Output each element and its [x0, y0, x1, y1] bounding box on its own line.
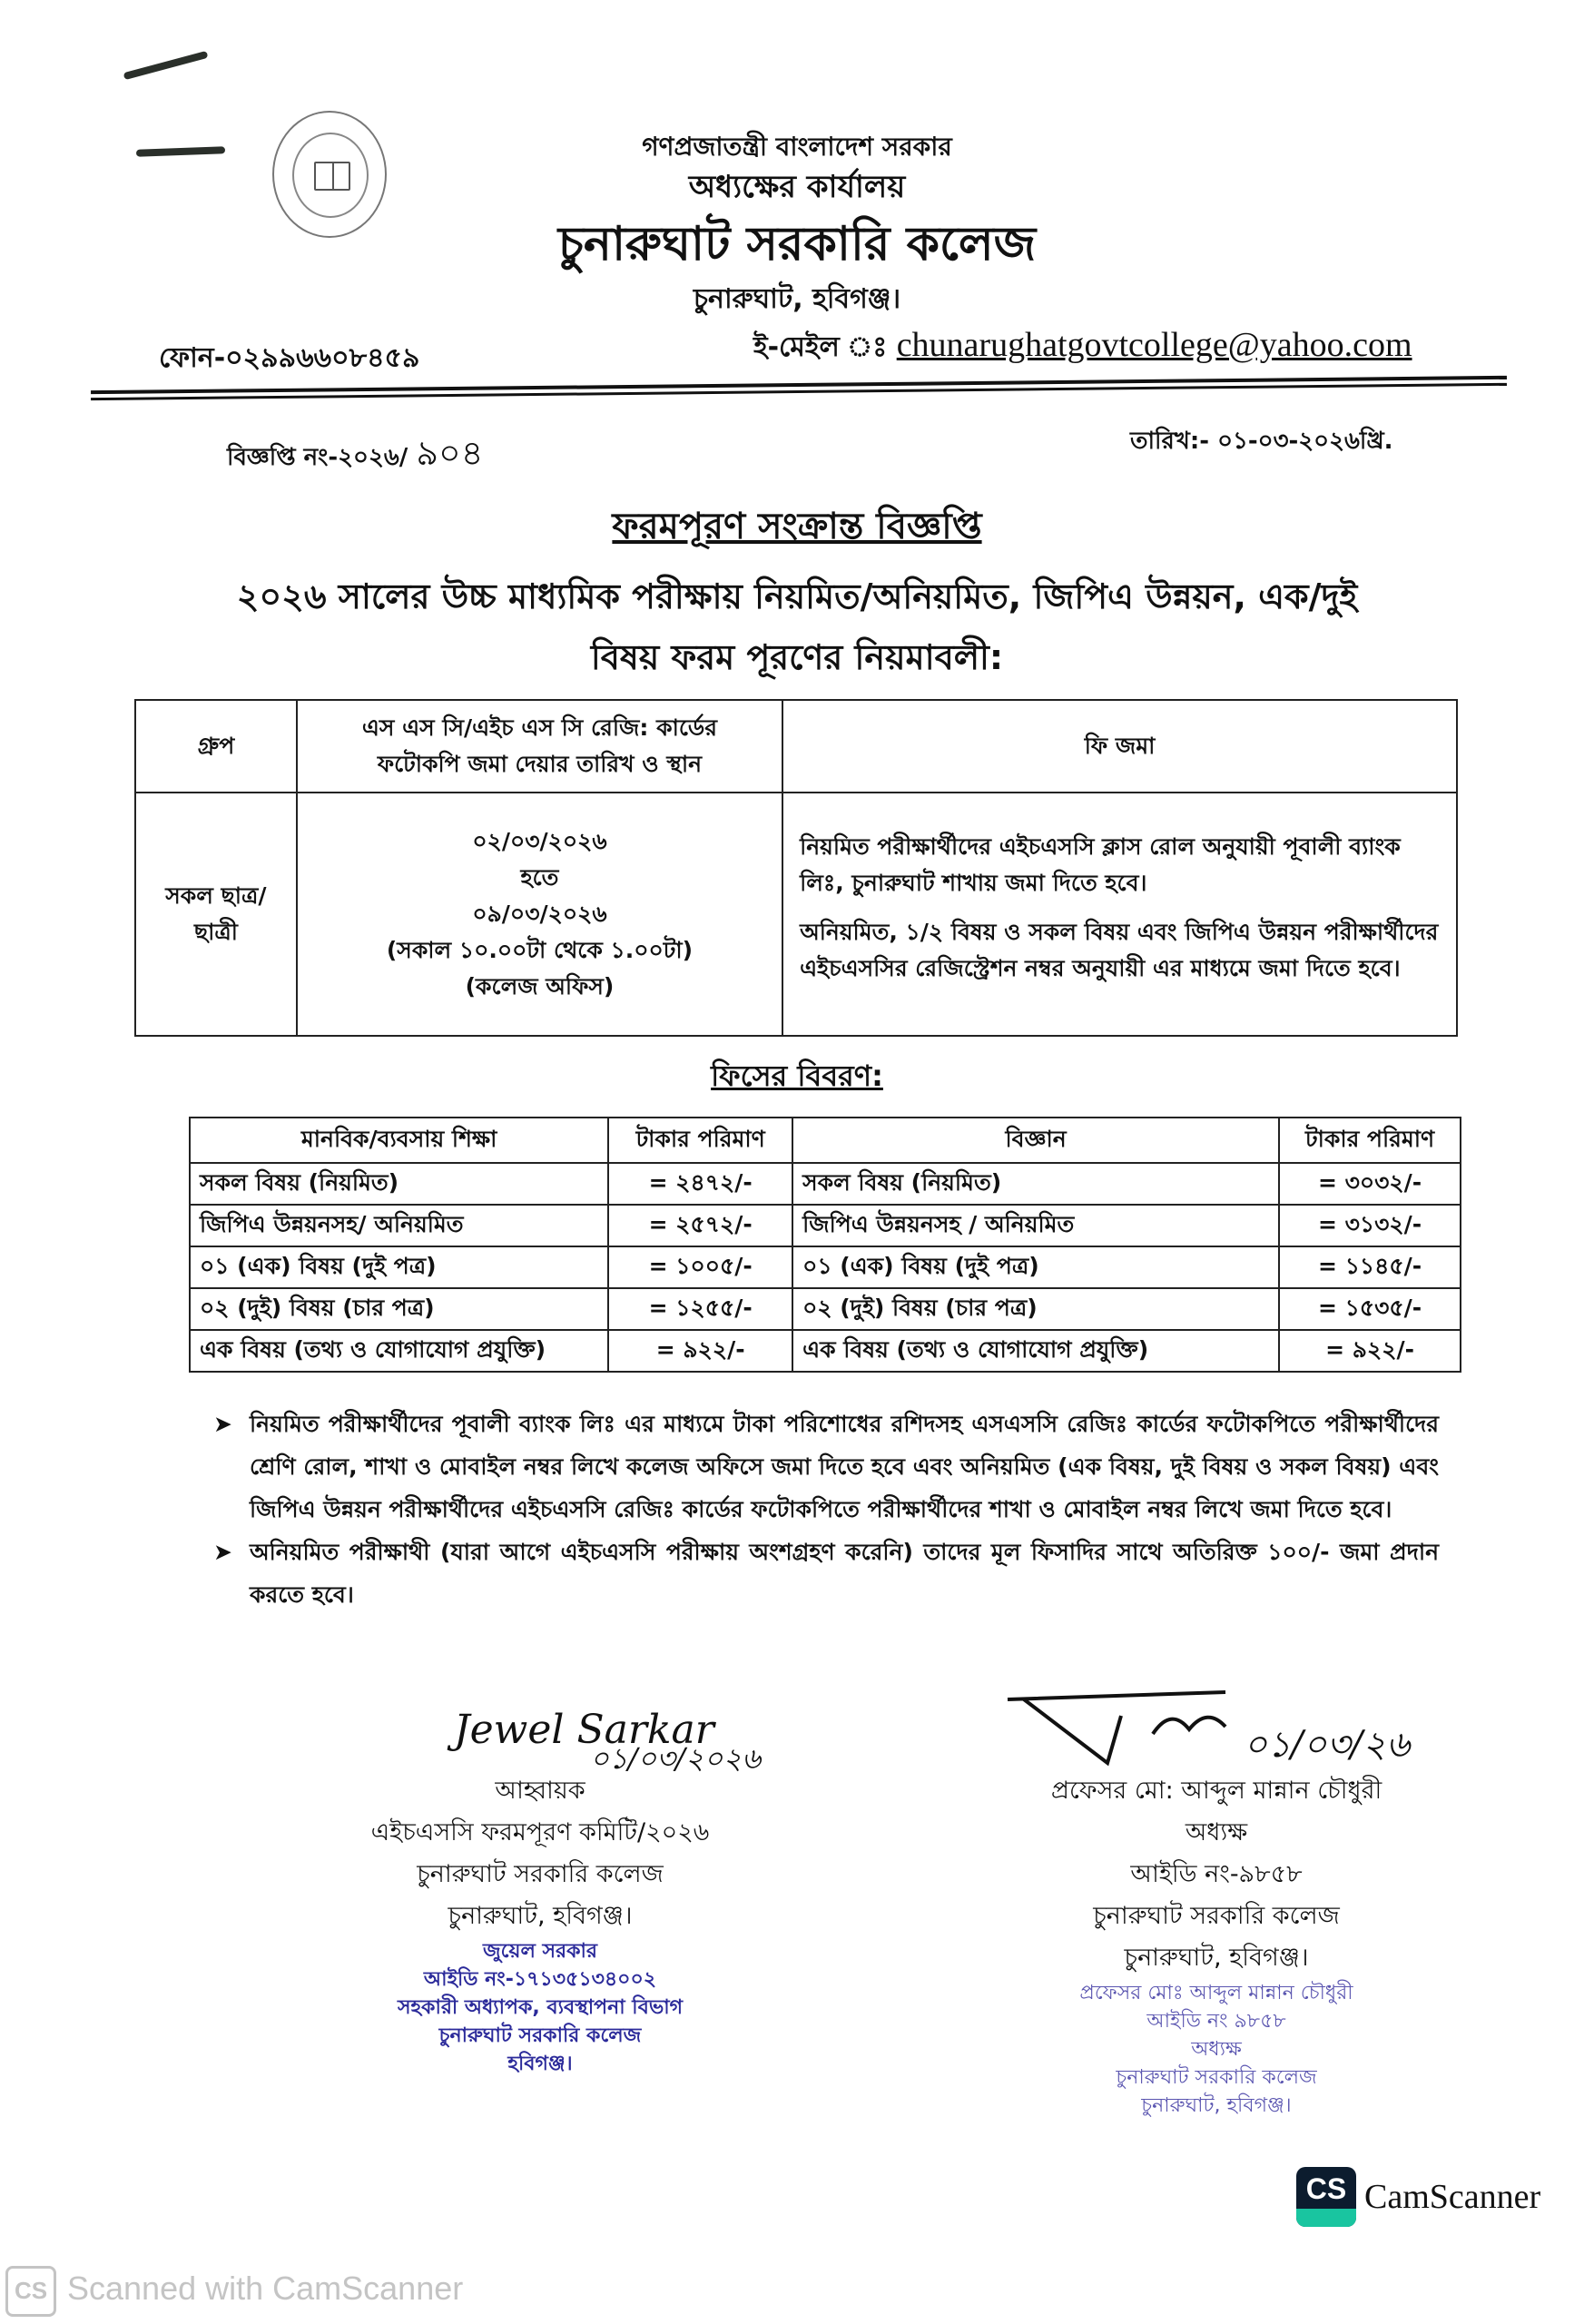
- arrow-bullet-icon: ➤: [213, 1539, 232, 1565]
- stamp-college: চুনারুঘাট সরকারি কলেজ: [438, 2024, 642, 2047]
- notice-title: [0, 497, 1594, 558]
- committee: এইচএসসি ফরমপূরণ কমিটি/২০২৬: [370, 1818, 710, 1846]
- principal-name: প্রফেসর মো: আব্দুল মান্নান চৌধুরী: [1050, 1777, 1382, 1805]
- college-name: চুনারুঘাট সরকারি কলেজ: [557, 217, 1037, 271]
- scanned-with-watermark: Scanned with CamScanner: [67, 2270, 464, 2307]
- notice-number-label: বিজ্ঞপ্তি নং-২০২৬/: [227, 444, 417, 471]
- notice-subtitle: ২০২৬ সালের উচ্চ মাধ্যমিক পরীক্ষায় নিয়মিত/অনিয়মিত, জিপিএ উন্নয়ন, এক/দুই: [236, 576, 1358, 616]
- stamp-name: প্রফেসর মোঃ আব্দুল মান্নান চৌধুরী: [1079, 1982, 1353, 2004]
- table-row: [135, 793, 1457, 1036]
- fee-details-title: [0, 1053, 1594, 1102]
- science-amount: = ১৫৩৫/-: [1279, 1288, 1461, 1330]
- humanities-amount: = ৯২২/-: [608, 1330, 792, 1372]
- science-amount: = ৩১৩২/-: [1279, 1205, 1461, 1246]
- list-item: [213, 1531, 1439, 1616]
- humanities-item: সকল বিষয় (নিয়মিত): [190, 1163, 608, 1205]
- date-to-label: হতে: [520, 864, 559, 891]
- instruction-text: অনিয়মিত পরীক্ষাথী (যারা আগে এইচএসসি পরীক্ষায় অংশগ্রহণ করেনি) তাদের মূল ফিসাদির সাথে অতিরিক্ত ১০০/- জমা প্রদান করতে হবে।: [250, 1539, 1439, 1608]
- humanities-item: ০১ (এক) বিষয় (দুই পত্র): [190, 1246, 608, 1288]
- table-row: [190, 1163, 1461, 1205]
- signature-date: ০১/০৩/২০২৬: [590, 1741, 761, 1776]
- official-stamp: [300, 1937, 781, 2078]
- science-item: জিপিএ উন্নয়নসহ / অনিয়মিত: [792, 1205, 1279, 1246]
- fee-details-title-text: ফিসের বিবরণ:: [711, 1059, 883, 1093]
- fee-note: অনিয়মিত, ১/২ বিষয় ও সকল বিষয় এবং জিপিএ উন্নয়ন পরীক্ষার্থীদের এইচএসসির রেজিস্ট্রেশন নম্বর অনুযায়ী এর মাধ্যমে জমা দিতে হবে।: [800, 919, 1439, 981]
- science-amount: = ৯২২/-: [1279, 1330, 1461, 1372]
- stamp-district: হবিগঞ্জ।: [507, 2053, 573, 2075]
- science-item: সকল বিষয় (নিয়মিত): [792, 1163, 1279, 1205]
- humanities-amount: = ১০০৫/-: [608, 1246, 792, 1288]
- signature: [962, 1670, 1471, 1770]
- logo-teal-band: [1296, 2209, 1356, 2227]
- science-amount: = ১১৪৫/-: [1279, 1246, 1461, 1288]
- signature: [300, 1698, 781, 1776]
- camscanner-brand: CamScanner: [1364, 2178, 1541, 2216]
- logo-text: CS: [1305, 2172, 1347, 2205]
- camscanner-small-logo-icon: CS: [5, 2266, 56, 2317]
- stamp-id: আইডি নং-১৭১৩৫১৩৪০০২: [423, 1968, 657, 1991]
- humanities-amount: = ২৪৭২/-: [608, 1163, 792, 1205]
- location: চুনারুঘাট, হবিগঞ্জ।: [1124, 1944, 1309, 1972]
- header-science: বিজ্ঞান: [792, 1118, 1279, 1163]
- header-submission: এস এস সি/এইচ এস সি রেজি: কার্ডের ফটোকপি জমা দেয়ার তারিখ ও স্থান: [297, 700, 782, 793]
- science-item: ০২ (দুই) বিষয় (চার পত্র): [792, 1288, 1279, 1330]
- table-row: [190, 1246, 1461, 1288]
- camscanner-logo-icon: [1296, 2167, 1356, 2227]
- arrow-bullet-icon: ➤: [213, 1411, 232, 1437]
- college: চুনারুঘাট সরকারি কলেজ: [1093, 1902, 1340, 1930]
- notice-title-text: ফরমপূরণ সংক্রান্ত বিজ্ঞপ্তি: [612, 506, 982, 547]
- science-amount: = ৩০৩২/-: [1279, 1163, 1461, 1205]
- time-range: (সকাল ১০.০০টা থেকে ১.০০টা): [386, 937, 694, 963]
- email-link[interactable]: chunarughatgovtcollege@yahoo.com: [896, 326, 1412, 364]
- notice-date: তারিখ:- ০১-০৩-২০২৬খ্রি.: [1130, 428, 1393, 455]
- signature-date: ০১/০৩/২৬: [1244, 1724, 1410, 1766]
- notice-subtitle: বিষয় ফরম পূরণের নিয়মাবলী:: [590, 637, 1004, 677]
- signature-scrawl: [999, 1679, 1235, 1770]
- science-item: ০১ (এক) বিষয় (দুই পত্র): [792, 1246, 1279, 1288]
- college-location: চুনারুঘাট, হবিগঞ্জ।: [693, 283, 901, 315]
- principal-id: আইডি নং-৯৮৫৮: [1130, 1860, 1303, 1888]
- fee-note: নিয়মিত পরীক্ষার্থীদের এইচএসসি ক্লাস রোল অনুযায়ী পূবালী ব্যাংক লিঃ, চুনারুঘাট শাখায় জমা দিতে হবে।: [800, 833, 1401, 896]
- date-from: ০২/০৩/২০২৬: [472, 828, 607, 854]
- science-item: এক বিষয় (তথ্য ও যোগাযোগ প্রযুক্তি): [792, 1330, 1279, 1372]
- table-row: [190, 1330, 1461, 1372]
- designation: আহ্বায়ক: [495, 1777, 585, 1805]
- email-label: ই-মেইল ঃ: [753, 331, 897, 363]
- header-group: গ্রুপ: [135, 700, 297, 793]
- stamp-name: জুয়েল সরকার: [482, 1940, 598, 1963]
- email-block: [753, 325, 1412, 371]
- signatory-convener: [300, 1698, 781, 2078]
- humanities-item: এক বিষয় (তথ্য ও যোগাযোগ প্রযুক্তি): [190, 1330, 608, 1372]
- group-cell: সকল ছাত্র/ছাত্রী: [135, 793, 297, 1036]
- official-stamp: [962, 1979, 1471, 2120]
- stamp-location: চুনারুঘাট, হবিগঞ্জ।: [1141, 2094, 1292, 2117]
- stamp-id: আইডি নং ৯৮৫৮: [1146, 2010, 1286, 2033]
- date-cell: [297, 793, 782, 1036]
- header-amount: টাকার পরিমাণ: [608, 1118, 792, 1163]
- college: চুনারুঘাট সরকারি কলেজ: [417, 1860, 664, 1888]
- header-fee: ফি জমা: [782, 700, 1457, 793]
- list-item: [213, 1403, 1439, 1531]
- staple-mark: [123, 51, 209, 80]
- signatory-principal: [962, 1670, 1471, 2120]
- location: চুনারুঘাট, হবিগঞ্জ।: [448, 1902, 633, 1930]
- header-amount: টাকার পরিমাণ: [1279, 1118, 1461, 1163]
- notice-number-handwritten: ৯০৪: [416, 433, 484, 473]
- table-row: [190, 1288, 1461, 1330]
- fee-details-table: [189, 1117, 1461, 1373]
- schedule-table: [134, 699, 1458, 1037]
- stamp-title: সহকারী অধ্যাপক, ব্যবস্থাপনা বিভাগ: [397, 1996, 684, 2019]
- table-header-row: [135, 700, 1457, 793]
- phone-number: ফোন-০২৯৯৬৬০৮৪৫৯: [159, 342, 420, 374]
- humanities-amount: = ২৫৭২/-: [608, 1205, 792, 1246]
- stamp-title: অধ্যক্ষ: [1191, 2038, 1242, 2061]
- instruction-text: নিয়মিত পরীক্ষার্থীদের পূবালী ব্যাংক লিঃ এর মাধ্যমে টাকা পরিশোধের রশিদসহ এসএসসি রেজিঃ কার্ডের ফটোকপিতে পরীক্ষার্থীদের শ্রেণি রোল, শাখা ও মোবাইল নম্বর লিখে কলেজ অফিসে জমা দিতে হবে এবং অনিয়মিত (এক বিষয়, দুই বিষয় ও সকল বিষয়) এবং জিপিএ উন্নয়ন পরীক্ষার্থীদের এইচএসসি রেজিঃ কার্ডের ফটোকপিতে পরীক্ষার্থীদের শাখা ও মোবাইল নম্বর লিখে জমা দিতে হবে।: [250, 1411, 1439, 1522]
- notice-number: [227, 427, 483, 485]
- table-header-row: [190, 1118, 1461, 1163]
- designation: অধ্যক্ষ: [1185, 1818, 1248, 1846]
- instructions-list: [213, 1403, 1439, 1616]
- office-name: অধ্যক্ষের কার্যালয়: [688, 169, 906, 205]
- humanities-item: জিপিএ উন্নয়নসহ/ অনিয়মিত: [190, 1205, 608, 1246]
- fee-cell: [782, 793, 1457, 1036]
- humanities-amount: = ১২৫৫/-: [608, 1288, 792, 1330]
- signature-scrawl: Jewel Sarkar: [454, 1707, 714, 1753]
- government-name: গণপ্রজাতন্ত্রী বাংলাদেশ সরকার: [642, 132, 952, 162]
- humanities-item: ০২ (দুই) বিষয় (চার পত্র): [190, 1288, 608, 1330]
- table-row: [190, 1205, 1461, 1246]
- date-to: ০৯/০৩/২০২৬: [472, 901, 607, 927]
- stamp-college: চুনারুঘাট সরকারি কলেজ: [1116, 2066, 1317, 2089]
- place: (কলেজ অফিস): [465, 973, 615, 1000]
- header-humanities: মানবিক/ব্যবসায় শিক্ষা: [190, 1118, 608, 1163]
